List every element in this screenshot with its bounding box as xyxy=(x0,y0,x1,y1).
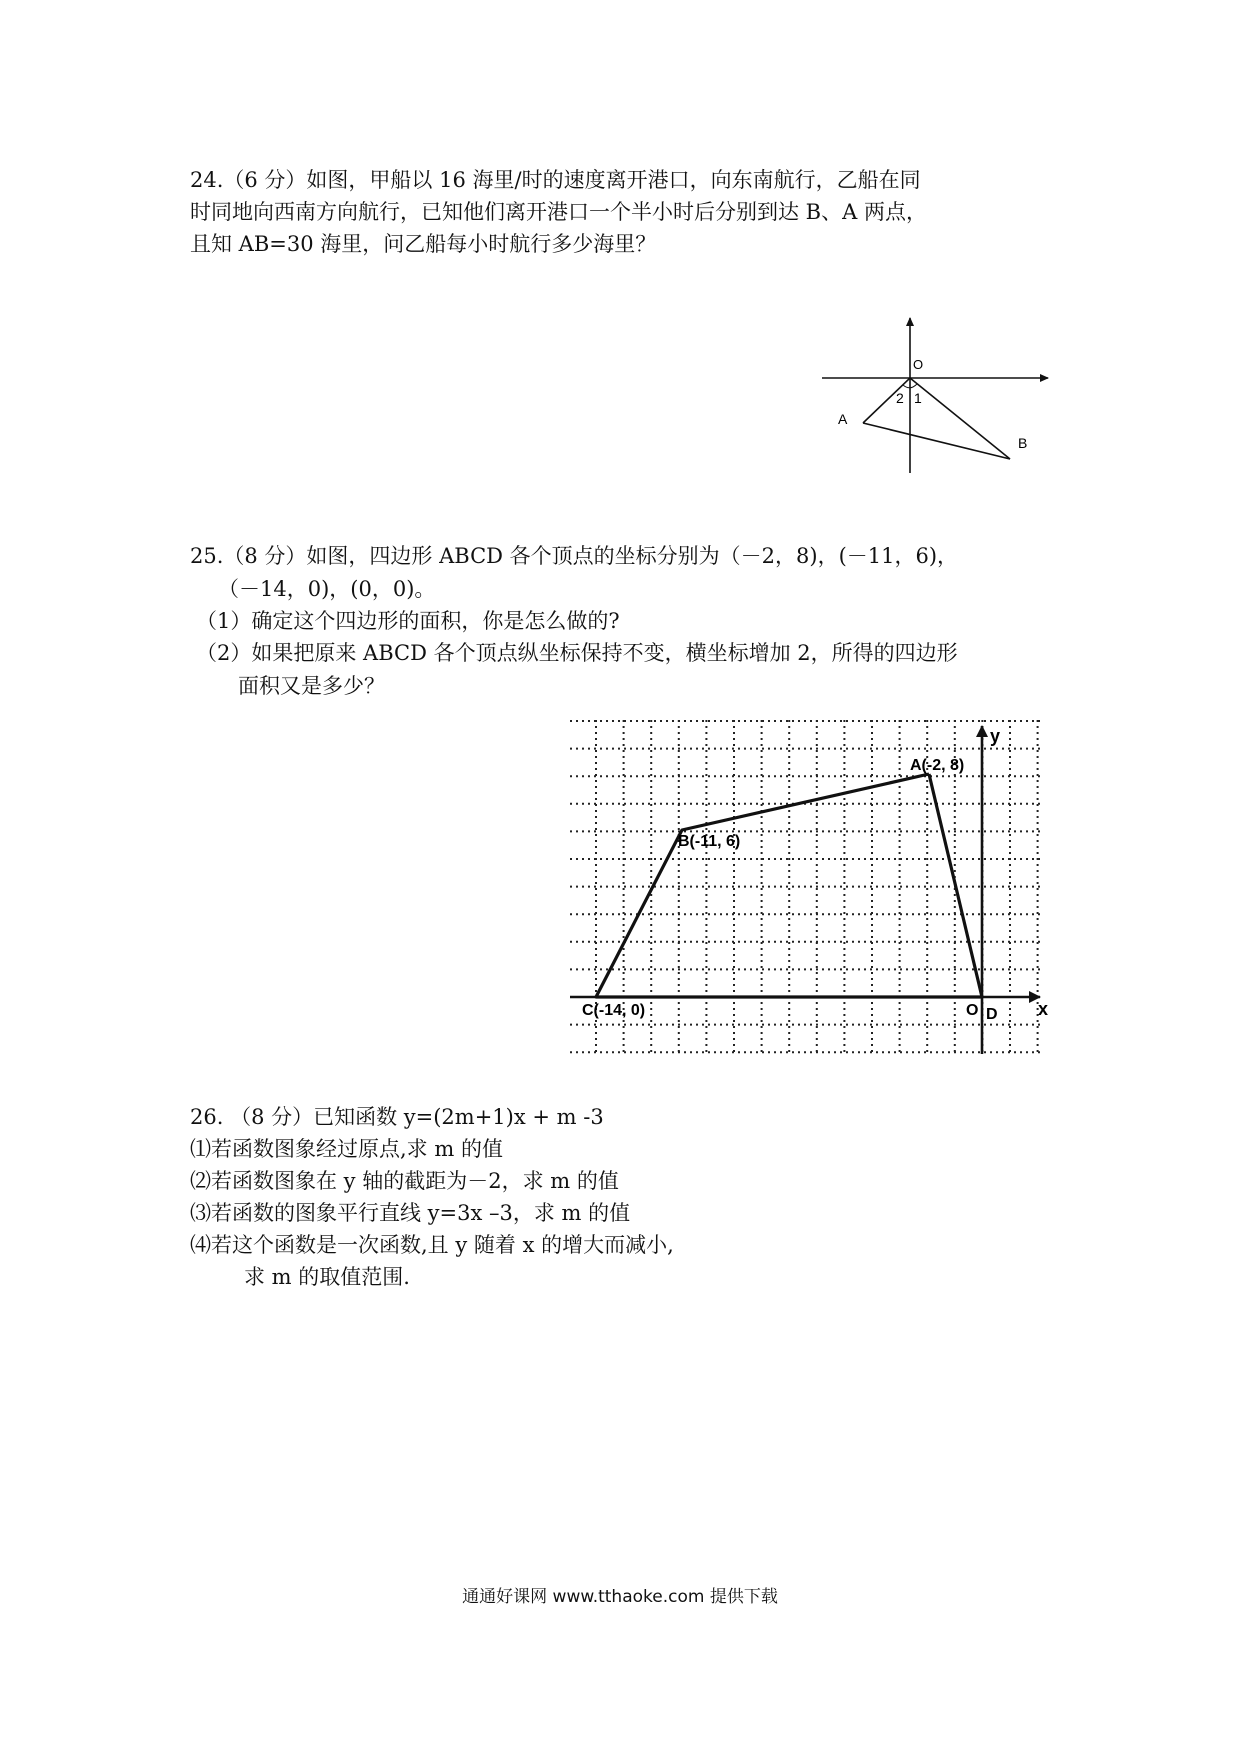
q25-label-d: D xyxy=(986,1006,998,1023)
q25-line-2: （－14，0)，(0，0)。 xyxy=(218,577,436,601)
q24-line-1: 24.（6 分）如图，甲船以 16 海里/时的速度离开港口，向东南航行，乙船在同 xyxy=(190,168,921,192)
q25-axis-x-label: x xyxy=(1038,999,1049,1019)
q25-label-a: A(-2, 8) xyxy=(910,757,965,774)
q26-line-3: ⑵若函数图象在 y 轴的截距为－2，求 m 的值 xyxy=(190,1169,619,1193)
quadrilateral-abcd xyxy=(596,774,982,997)
q26-line-6: 求 m 的取值范围. xyxy=(244,1265,410,1289)
q24-label-2: 2 xyxy=(896,390,904,406)
q26-line-5: ⑷若这个函数是一次函数,且 y 随着 x 的增大而减小, xyxy=(190,1233,674,1257)
q25-label-b: B(-11, 6) xyxy=(678,833,741,850)
page-footer: 通通好课网 www.tthaoke.com 提供下载 xyxy=(462,1587,778,1607)
q24-line-2: 时同地向西南方向航行，已知他们离开港口一个半小时后分别到达 B、A 两点， xyxy=(190,200,927,224)
q25-line-4: （2）如果把原来 ABCD 各个顶点纵坐标保持不变，横坐标增加 2，所得的四边形 xyxy=(196,641,958,665)
q26-line-2: ⑴若函数图象经过原点,求 m 的值 xyxy=(190,1137,503,1161)
q25-line-5: 面积又是多少？ xyxy=(238,674,385,698)
q25-line-3: （1）确定这个四边形的面积，你是怎么做的? xyxy=(196,609,620,633)
q24-line-3: 且知 AB=30 海里，问乙船每小时航行多少海里？ xyxy=(190,232,657,256)
q24-label-1: 1 xyxy=(914,390,922,406)
q24-figure xyxy=(820,315,1060,475)
q24-label-b: B xyxy=(1018,435,1028,451)
q25-label-o: O xyxy=(966,1002,979,1019)
q24-label-a: A xyxy=(838,411,848,427)
q26-line-1: 26. （8 分）已知函数 y=(2m+1)x + m -3 xyxy=(190,1105,604,1129)
q26-line-4: ⑶若函数的图象平行直线 y=3x –3，求 m 的值 xyxy=(190,1201,631,1225)
q25-axis-y-label: y xyxy=(990,726,1001,746)
q25-line-1: 25.（8 分）如图，四边形 ABCD 各个顶点的坐标分别为（－2，8)，(－11，6)， xyxy=(190,544,959,568)
q24-label-o: O xyxy=(913,357,924,372)
q25-coordinate-grid xyxy=(570,718,1050,1058)
q25-label-c: C(-14, 0) xyxy=(582,1002,646,1019)
